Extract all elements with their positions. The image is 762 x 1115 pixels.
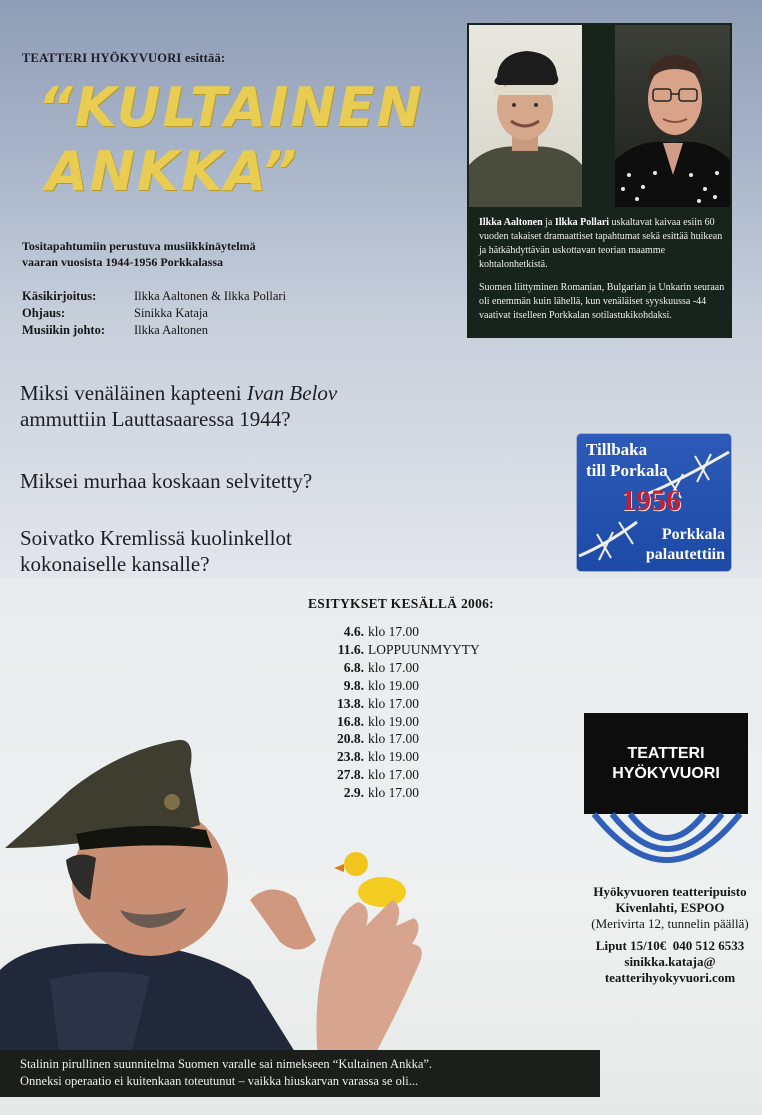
credit-row (22, 288, 286, 305)
author-photo-pollari (615, 25, 730, 207)
porkkala-badge (576, 433, 732, 572)
schedule-row (320, 677, 480, 695)
question-3 (20, 525, 460, 577)
credit-role: Ohjaus: (22, 306, 66, 320)
play-title (38, 76, 424, 204)
question-1 (20, 380, 460, 432)
show-time: klo 19.00 (368, 713, 420, 729)
wave-arcs-icon (590, 812, 744, 870)
presenter-line: TEATTERI HYÖKYVUORI esittää: (22, 51, 226, 65)
venue-directions: (Merivirta 12, tunnelin päällä) (591, 916, 749, 931)
show-date: 2.9. (343, 785, 364, 801)
footer-line-2: Onneksi operaatio ei kuitenkaan toteutunut – vaikka hiuskarvan varassa se oli... (20, 1074, 419, 1088)
badge-line-2: till Porkala (586, 461, 668, 480)
show-date: 6.8. (343, 659, 364, 675)
show-time: klo 19.00 (368, 749, 420, 765)
ticket-price: Liput 15/10€ (595, 938, 667, 953)
logo-line-2: HYÖKYVUORI (612, 764, 720, 782)
question-2: Miksei murhaa koskaan selvitetty? (20, 469, 313, 493)
author-photo-aaltonen (469, 25, 582, 207)
show-date: 4.6. (343, 624, 364, 639)
credit-name: Ilkka Aaltonen (134, 323, 208, 337)
credit-name: Ilkka Aaltonen & Ilkka Pollari (134, 289, 287, 303)
show-time: LOPPUUNMYYTY (368, 641, 480, 657)
subtitle-line-2: vaaran vuosista 1944-1956 Porkkalassa (22, 255, 224, 269)
show-date: 20.8. (337, 731, 364, 747)
venue-place: Kivenlahti, ESPOO (615, 900, 725, 915)
show-time: klo 17.00 (368, 624, 420, 639)
photo-caption (479, 216, 727, 332)
email-line-1: sinikka.kataja@ (624, 954, 716, 969)
caption-paragraph-2: Suomen liittyminen Romanian, Bulgarian ja Unkarin seuraan oli enemmän kuin lähellä, kun venäläiset syyskuussa -44 vaativat itselleen Porkkalan sotilastukikohdaksi. (479, 282, 725, 321)
author-photo-panel (467, 23, 732, 338)
show-time: klo 19.00 (368, 677, 420, 693)
logo-line-1: TEATTERI (627, 744, 705, 762)
show-time: klo 17.00 (368, 785, 420, 801)
schedule-row (320, 713, 480, 731)
show-time: klo 17.00 (368, 767, 420, 783)
show-time: klo 17.00 (368, 731, 420, 747)
show-date: 27.8. (337, 767, 364, 783)
question-1-text: Miksi venäläinen kapteeni (20, 381, 247, 405)
question-3-line-1: Soivatko Kremlissä kuolinkellot (20, 526, 292, 550)
credits-list (22, 288, 286, 339)
badge-line-4: palautettiin (645, 546, 725, 563)
email-line-2: teatterihyokyvuori.com (604, 970, 736, 985)
show-date: 9.8. (343, 677, 364, 693)
caption-name-1: Ilkka Aaltonen (479, 217, 543, 228)
venue-name: Hyökyvuoren teatteripuisto (593, 884, 747, 899)
subtitle (22, 238, 342, 270)
show-date: 23.8. (337, 749, 364, 765)
credit-name: Sinikka Kataja (134, 306, 208, 320)
ticket-line (575, 938, 762, 954)
credit-role: Musiikin johto: (22, 323, 106, 337)
phone-number: 040 512 6533 (672, 938, 745, 953)
title-line-2: ANKKA” (46, 140, 299, 203)
officer-with-duck-illustration (0, 730, 440, 1060)
badge-heading (586, 439, 686, 481)
question-1-line-2: ammuttiin Lauttasaaressa 1944? (20, 407, 291, 431)
badge-line-3: Porkkala (661, 526, 725, 543)
credit-row (22, 322, 286, 339)
show-date: 16.8. (337, 713, 364, 729)
schedule-row (320, 641, 480, 659)
show-date: 11.6. (337, 641, 364, 657)
show-time: klo 17.00 (368, 695, 420, 711)
caption-and: ja (542, 217, 555, 228)
subtitle-line-1: Tositapahtumiin perustuva musiikkinäytelmä (22, 239, 256, 253)
caption-paragraph-1 (479, 216, 727, 272)
caption-text-1: uskaltavat kaivaa esiin 60 vuoden takaiset dramaattiset tapahtumat sekä esittää huikean ja hätkähdyttävän uskottavan teorian maamme kohtalonhetkistä. (479, 217, 723, 270)
credit-row (22, 305, 286, 322)
credit-role: Käsikirjoitus: (22, 289, 97, 303)
badge-year: 1956 (621, 484, 681, 517)
schedule-title: ESITYKSET KESÄLLÄ 2006: (308, 596, 494, 611)
show-date: 13.8. (337, 695, 364, 711)
schedule-row (320, 623, 480, 641)
question-3-line-2: kokonaiselle kansalle? (20, 552, 210, 576)
schedule-row (320, 695, 480, 713)
footer-line-1: Stalinin pirullinen suunnitelma Suomen varalle sai nimekseen “Kultainen Ankka”. (20, 1057, 433, 1071)
badge-footer (635, 525, 725, 565)
caption-name-2: Ilkka Pollari (554, 217, 610, 228)
badge-line-1: Tillbaka (586, 440, 648, 459)
title-line-1: “KULTAINEN (38, 76, 424, 139)
question-1-name: Ivan Belov (246, 381, 338, 405)
portrait-illustration (615, 25, 730, 207)
theatre-logo (584, 713, 748, 814)
contact-info (575, 884, 762, 986)
schedule-row (320, 659, 480, 677)
portrait-illustration (469, 25, 582, 207)
footer-caption (0, 1050, 600, 1097)
show-time: klo 17.00 (368, 659, 420, 675)
